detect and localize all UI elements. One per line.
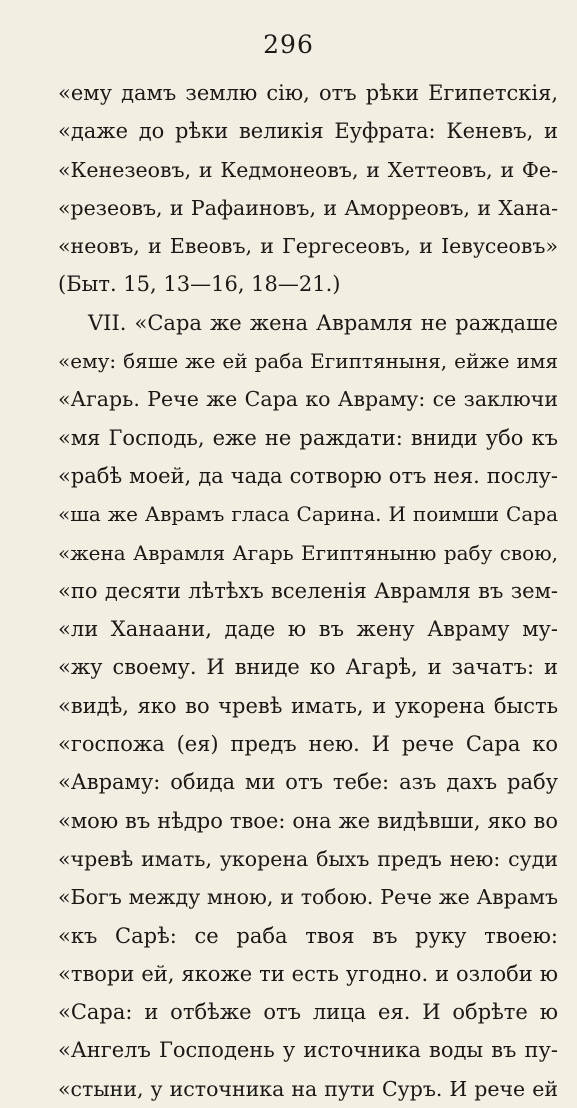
text-line: «Авраму: обида ми отъ тебе: азъ дахъ рабу: [58, 770, 558, 795]
text-line: «Агарь. Рече же Сара ко Авраму: се заключи: [58, 387, 558, 412]
text-line: «резеовъ, и Рафаиновъ, и Аморреовъ, и Хана-: [58, 195, 558, 220]
body-text: [58, 74, 558, 1108]
text-line: «рабѣ моей, да чада сотворю отъ нея. послу-: [58, 463, 558, 488]
text-line: «ша же Аврамъ гласа Сарина. И поимши Сара: [58, 502, 558, 527]
text-line: «ему: бяше же ей раба Египтяныня, ейже имя: [58, 349, 558, 374]
text-line: VII. «Сара же жена Аврамля не раждаше: [88, 310, 558, 335]
text-line: «стыни, у источника на пути Суръ. И рече ей: [58, 1076, 558, 1101]
page-number: 296: [263, 30, 314, 59]
text-line: «мя Господь, еже не раждати: вниди убо къ: [58, 425, 558, 450]
text-line: «госпожа (ея) предъ нею. И рече Сара ко: [58, 732, 558, 757]
text-line: «Кенезеовъ, и Кедмонеовъ, и Хеттеовъ, и Фе-: [58, 157, 558, 182]
text-line: «Богъ между мною, и тобою. Рече же Аврамъ: [58, 885, 558, 910]
text-line: «жу своему. И вниде ко Агарѣ, и зачатъ: и: [58, 655, 558, 680]
text-line: «чревѣ имать, укорена быхъ предъ нею: суди: [58, 846, 558, 871]
text-line: «къ Сарѣ: се раба твоя въ руку твоею:: [58, 923, 558, 948]
text-line: «твори ей, якоже ти есть угодно. и озлоби ю: [58, 961, 558, 986]
citation-line: (Быт. 15, 13—16, 18—21.): [58, 272, 341, 297]
text-line: «неовъ, и Евеовъ, и Гергесеовъ, и Іевусеовъ»: [58, 234, 558, 259]
text-line: «мою въ нѣдро твое: она же видѣвши, яко во: [58, 808, 558, 833]
text-line: «по десяти лѣтѣхъ вселенія Аврамля въ зем-: [58, 578, 558, 603]
text-line: «даже до рѣки великія Еуфрата: Кеневъ, и: [58, 119, 558, 144]
text-line: «ему дамъ землю сію, отъ рѣки Египетскія,: [58, 81, 558, 105]
text-line: «жена Аврамля Агарь Египтяныню рабу свою,: [58, 540, 558, 565]
text-line: «видѣ, яко во чревѣ имать, и укорена бысть: [58, 693, 558, 718]
text-line: «ли Ханаани, даде ю въ жену Авраму му-: [58, 617, 558, 642]
text-line: «Ангелъ Господень у источника воды въ пу-: [58, 1038, 558, 1063]
text-line: «Сара: и отбѣже отъ лица ея. И обрѣте ю: [58, 1000, 558, 1025]
